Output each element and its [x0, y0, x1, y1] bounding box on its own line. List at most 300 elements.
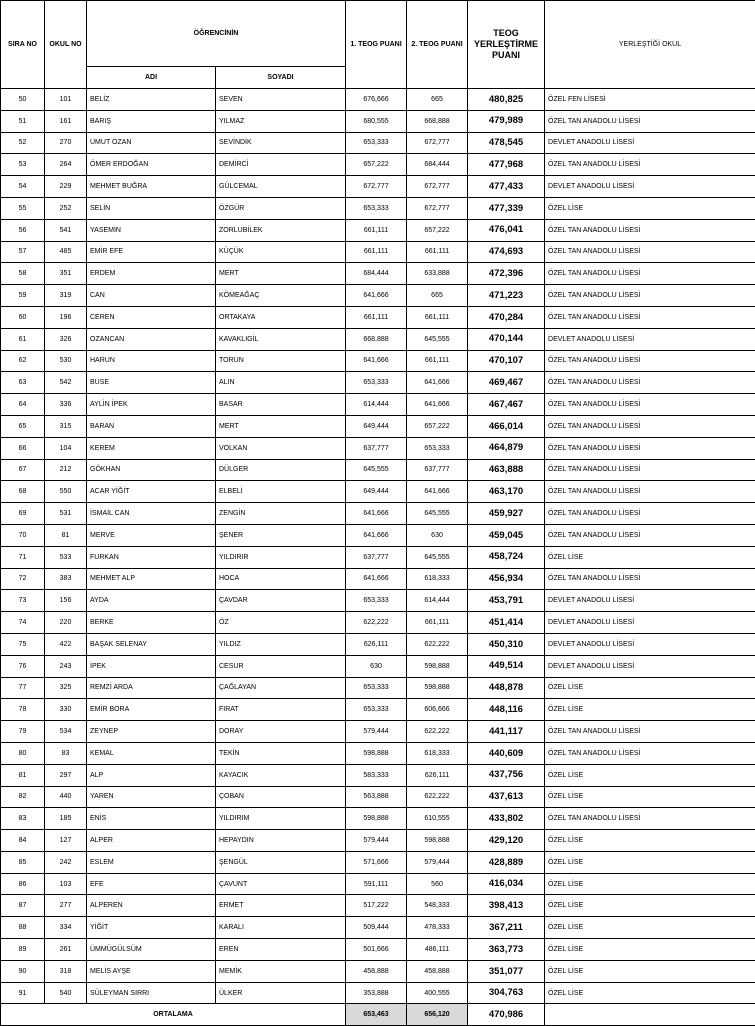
- cell-okul-no: 104: [45, 437, 87, 459]
- cell-soyadi: DEMİRCİ: [216, 154, 346, 176]
- cell-adi: SELİN: [87, 197, 216, 219]
- cell-yerlestigi-okul: ÖZEL LİSE: [545, 197, 755, 219]
- cell-puan: 458,724: [468, 546, 545, 568]
- cell-adi: FURKAN: [87, 546, 216, 568]
- table-row: [1, 655, 755, 677]
- cell-yerlestigi-okul: ÖZEL TAN ANADOLU LİSESİ: [545, 568, 755, 590]
- table-row: [1, 721, 755, 743]
- cell-puan: 367,211: [468, 917, 545, 939]
- cell-teog1: 630: [346, 655, 407, 677]
- cell-puan: 441,117: [468, 721, 545, 743]
- cell-puan: 451,414: [468, 612, 545, 634]
- cell-yerlestigi-okul: ÖZEL TAN ANADOLU LİSESİ: [545, 437, 755, 459]
- cell-yerlestigi-okul: ÖZEL TAN ANADOLU LİSESİ: [545, 285, 755, 307]
- cell-sira-no: 55: [1, 197, 45, 219]
- cell-puan: 464,879: [468, 437, 545, 459]
- table-row: [1, 590, 755, 612]
- table-row: [1, 263, 755, 285]
- cell-teog1: 661,111: [346, 241, 407, 263]
- cell-okul-no: 264: [45, 154, 87, 176]
- cell-teog2: 618,333: [407, 742, 468, 764]
- table-row: [1, 699, 755, 721]
- cell-sira-no: 76: [1, 655, 45, 677]
- cell-teog2: 622,222: [407, 721, 468, 743]
- table-row: [1, 306, 755, 328]
- cell-teog1: 641,666: [346, 503, 407, 525]
- cell-adi: SÜLEYMAN SIRRI: [87, 982, 216, 1004]
- cell-yerlestigi-okul: DEVLET ANADOLU LİSESİ: [545, 132, 755, 154]
- cell-puan: 363,773: [468, 939, 545, 961]
- cell-yerlestigi-okul: ÖZEL TAN ANADOLU LİSESİ: [545, 524, 755, 546]
- table-row: [1, 350, 755, 372]
- cell-puan: 416,034: [468, 873, 545, 895]
- cell-soyadi: HOCA: [216, 568, 346, 590]
- cell-yerlestigi-okul: ÖZEL TAN ANADOLU LİSESİ: [545, 459, 755, 481]
- cell-teog1: 653,333: [346, 132, 407, 154]
- cell-teog1: 649,444: [346, 481, 407, 503]
- header-adi: ADI: [87, 67, 216, 89]
- table-row: [1, 437, 755, 459]
- cell-soyadi: KARALI: [216, 917, 346, 939]
- cell-sira-no: 58: [1, 263, 45, 285]
- cell-teog1: 672,777: [346, 176, 407, 198]
- cell-puan: 449,514: [468, 655, 545, 677]
- cell-soyadi: TORUN: [216, 350, 346, 372]
- header-ogrencinin: ÖĞRENCİNİN: [87, 1, 346, 67]
- cell-soyadi: SEVİNDİK: [216, 132, 346, 154]
- cell-teog2: 661,111: [407, 612, 468, 634]
- cell-okul-no: 212: [45, 459, 87, 481]
- cell-teog2: 598,888: [407, 830, 468, 852]
- cell-puan: 429,120: [468, 830, 545, 852]
- cell-sira-no: 57: [1, 241, 45, 263]
- cell-soyadi: YILMAZ: [216, 110, 346, 132]
- cell-puan: 477,339: [468, 197, 545, 219]
- cell-soyadi: ELBELİ: [216, 481, 346, 503]
- cell-adi: AYDA: [87, 590, 216, 612]
- cell-okul-no: 261: [45, 939, 87, 961]
- cell-okul-no: 242: [45, 851, 87, 873]
- cell-teog1: 653,333: [346, 372, 407, 394]
- cell-adi: ALP: [87, 764, 216, 786]
- cell-sira-no: 50: [1, 89, 45, 111]
- cell-teog1: 684,444: [346, 263, 407, 285]
- cell-puan: 463,170: [468, 481, 545, 503]
- cell-teog2: 633,888: [407, 263, 468, 285]
- cell-sira-no: 78: [1, 699, 45, 721]
- cell-adi: KEMAL: [87, 742, 216, 764]
- table-row: [1, 917, 755, 939]
- table-row: [1, 524, 755, 546]
- cell-okul-no: 185: [45, 808, 87, 830]
- table-row: [1, 481, 755, 503]
- cell-adi: ALPEREN: [87, 895, 216, 917]
- cell-adi: BERKE: [87, 612, 216, 634]
- cell-yerlestigi-okul: ÖZEL LİSE: [545, 982, 755, 1004]
- cell-adi: CAN: [87, 285, 216, 307]
- cell-okul-no: 83: [45, 742, 87, 764]
- header-teog1: 1. TEOG PUANI: [346, 1, 407, 89]
- cell-adi: ESLEM: [87, 851, 216, 873]
- cell-yerlestigi-okul: ÖZEL LİSE: [545, 917, 755, 939]
- cell-yerlestigi-okul: ÖZEL TAN ANADOLU LİSESİ: [545, 415, 755, 437]
- cell-sira-no: 72: [1, 568, 45, 590]
- cell-puan: 470,107: [468, 350, 545, 372]
- cell-puan: 466,014: [468, 415, 545, 437]
- cell-adi: ZEYNEP: [87, 721, 216, 743]
- cell-teog1: 668,888: [346, 328, 407, 350]
- footer-teog1-avg: 653,463: [346, 1004, 407, 1026]
- table-row: [1, 89, 755, 111]
- cell-teog1: 676,666: [346, 89, 407, 111]
- cell-okul-no: 318: [45, 960, 87, 982]
- cell-yerlestigi-okul: ÖZEL LİSE: [545, 939, 755, 961]
- cell-adi: BAŞAK SELENAY: [87, 633, 216, 655]
- cell-sira-no: 62: [1, 350, 45, 372]
- cell-sira-no: 89: [1, 939, 45, 961]
- cell-adi: BUSE: [87, 372, 216, 394]
- cell-soyadi: ÜLKER: [216, 982, 346, 1004]
- cell-puan: 459,045: [468, 524, 545, 546]
- cell-soyadi: GÜLCEMAL: [216, 176, 346, 198]
- cell-sira-no: 79: [1, 721, 45, 743]
- cell-okul-no: 315: [45, 415, 87, 437]
- cell-puan: 470,284: [468, 306, 545, 328]
- cell-teog1: 637,777: [346, 546, 407, 568]
- table-row: [1, 982, 755, 1004]
- cell-teog1: 641,666: [346, 350, 407, 372]
- table-row: [1, 154, 755, 176]
- cell-teog1: 653,333: [346, 677, 407, 699]
- cell-puan: 437,756: [468, 764, 545, 786]
- table-row: [1, 808, 755, 830]
- cell-sira-no: 64: [1, 394, 45, 416]
- table-row: [1, 895, 755, 917]
- cell-okul-no: 270: [45, 132, 87, 154]
- cell-teog1: 598,888: [346, 808, 407, 830]
- cell-adi: KEREM: [87, 437, 216, 459]
- cell-puan: 470,144: [468, 328, 545, 350]
- cell-soyadi: FIRAT: [216, 699, 346, 721]
- cell-soyadi: ÇOBAN: [216, 786, 346, 808]
- cell-teog2: 598,888: [407, 655, 468, 677]
- cell-sira-no: 88: [1, 917, 45, 939]
- cell-okul-no: 485: [45, 241, 87, 263]
- cell-adi: MEHMET BUĞRA: [87, 176, 216, 198]
- cell-teog1: 637,777: [346, 437, 407, 459]
- cell-adi: MELİS AYŞE: [87, 960, 216, 982]
- cell-sira-no: 84: [1, 830, 45, 852]
- cell-okul-no: 319: [45, 285, 87, 307]
- cell-okul-no: 530: [45, 350, 87, 372]
- cell-sira-no: 61: [1, 328, 45, 350]
- cell-adi: ACAR YİĞİT: [87, 481, 216, 503]
- cell-teog2: 665: [407, 285, 468, 307]
- cell-soyadi: CESUR: [216, 655, 346, 677]
- cell-teog2: 665: [407, 89, 468, 111]
- cell-puan: 459,927: [468, 503, 545, 525]
- cell-adi: YİĞİT: [87, 917, 216, 939]
- cell-yerlestigi-okul: ÖZEL LİSE: [545, 764, 755, 786]
- table-body: [1, 89, 755, 1004]
- cell-puan: 480,825: [468, 89, 545, 111]
- cell-okul-no: 252: [45, 197, 87, 219]
- cell-yerlestigi-okul: ÖZEL TAN ANADOLU LİSESİ: [545, 808, 755, 830]
- cell-teog2: 622,222: [407, 633, 468, 655]
- cell-sira-no: 60: [1, 306, 45, 328]
- cell-teog1: 653,333: [346, 197, 407, 219]
- cell-soyadi: DÜLGER: [216, 459, 346, 481]
- cell-yerlestigi-okul: ÖZEL TAN ANADOLU LİSESİ: [545, 219, 755, 241]
- cell-puan: 351,077: [468, 960, 545, 982]
- cell-soyadi: EREN: [216, 939, 346, 961]
- cell-teog2: 653,333: [407, 437, 468, 459]
- cell-sira-no: 80: [1, 742, 45, 764]
- cell-soyadi: ALIN: [216, 372, 346, 394]
- cell-teog2: 641,666: [407, 394, 468, 416]
- cell-yerlestigi-okul: ÖZEL LİSE: [545, 786, 755, 808]
- table-row: [1, 633, 755, 655]
- cell-teog2: 486,111: [407, 939, 468, 961]
- cell-yerlestigi-okul: ÖZEL LİSE: [545, 960, 755, 982]
- cell-sira-no: 54: [1, 176, 45, 198]
- cell-soyadi: HEPAYDIN: [216, 830, 346, 852]
- cell-soyadi: ÇAĞLAYAN: [216, 677, 346, 699]
- cell-okul-no: 540: [45, 982, 87, 1004]
- cell-teog1: 657,222: [346, 154, 407, 176]
- cell-puan: 463,888: [468, 459, 545, 481]
- cell-puan: 472,396: [468, 263, 545, 285]
- cell-soyadi: YILDIRIR: [216, 546, 346, 568]
- cell-teog2: 645,555: [407, 328, 468, 350]
- cell-yerlestigi-okul: DEVLET ANADOLU LİSESİ: [545, 655, 755, 677]
- cell-teog1: 598,888: [346, 742, 407, 764]
- cell-teog1: 579,444: [346, 721, 407, 743]
- cell-puan: 477,433: [468, 176, 545, 198]
- cell-yerlestigi-okul: ÖZEL TAN ANADOLU LİSESİ: [545, 263, 755, 285]
- cell-okul-no: 336: [45, 394, 87, 416]
- cell-yerlestigi-okul: DEVLET ANADOLU LİSESİ: [545, 328, 755, 350]
- table-row: [1, 830, 755, 852]
- cell-puan: 428,889: [468, 851, 545, 873]
- cell-teog1: 458,888: [346, 960, 407, 982]
- cell-okul-no: 533: [45, 546, 87, 568]
- cell-yerlestigi-okul: ÖZEL LİSE: [545, 851, 755, 873]
- cell-okul-no: 330: [45, 699, 87, 721]
- cell-teog2: 672,777: [407, 132, 468, 154]
- cell-okul-no: 534: [45, 721, 87, 743]
- cell-sira-no: 85: [1, 851, 45, 873]
- cell-teog2: 630: [407, 524, 468, 546]
- cell-yerlestigi-okul: DEVLET ANADOLU LİSESİ: [545, 176, 755, 198]
- cell-teog2: 478,333: [407, 917, 468, 939]
- table-row: [1, 394, 755, 416]
- cell-teog1: 626,111: [346, 633, 407, 655]
- cell-soyadi: MERT: [216, 415, 346, 437]
- cell-teog1: 591,111: [346, 873, 407, 895]
- header-yerlestigi-okul: YERLEŞTİĞİ OKUL: [545, 1, 755, 89]
- table-row: [1, 219, 755, 241]
- cell-soyadi: SEVEN: [216, 89, 346, 111]
- cell-teog1: 661,111: [346, 306, 407, 328]
- header-teog2: 2. TEOG PUANI: [407, 1, 468, 89]
- cell-adi: REMZİ ARDA: [87, 677, 216, 699]
- cell-puan: 471,223: [468, 285, 545, 307]
- cell-yerlestigi-okul: ÖZEL LİSE: [545, 677, 755, 699]
- cell-teog1: 563,888: [346, 786, 407, 808]
- table-row: [1, 786, 755, 808]
- cell-soyadi: ERMET: [216, 895, 346, 917]
- cell-okul-no: 196: [45, 306, 87, 328]
- cell-teog1: 583,333: [346, 764, 407, 786]
- cell-puan: 467,467: [468, 394, 545, 416]
- cell-sira-no: 51: [1, 110, 45, 132]
- cell-sira-no: 77: [1, 677, 45, 699]
- cell-yerlestigi-okul: ÖZEL TAN ANADOLU LİSESİ: [545, 306, 755, 328]
- table-row: [1, 132, 755, 154]
- cell-teog2: 579,444: [407, 851, 468, 873]
- table-row: [1, 285, 755, 307]
- table-row: [1, 546, 755, 568]
- cell-sira-no: 63: [1, 372, 45, 394]
- cell-yerlestigi-okul: DEVLET ANADOLU LİSESİ: [545, 590, 755, 612]
- table-row: [1, 415, 755, 437]
- cell-adi: ÜMMÜGÜLSÜM: [87, 939, 216, 961]
- cell-adi: EMİR EFE: [87, 241, 216, 263]
- cell-sira-no: 83: [1, 808, 45, 830]
- table-row: [1, 176, 755, 198]
- cell-puan: 476,041: [468, 219, 545, 241]
- cell-teog2: 400,555: [407, 982, 468, 1004]
- cell-puan: 453,791: [468, 590, 545, 612]
- cell-teog2: 637,777: [407, 459, 468, 481]
- cell-puan: 456,934: [468, 568, 545, 590]
- cell-sira-no: 82: [1, 786, 45, 808]
- cell-teog2: 610,555: [407, 808, 468, 830]
- table-row: [1, 241, 755, 263]
- cell-sira-no: 52: [1, 132, 45, 154]
- cell-adi: ENİS: [87, 808, 216, 830]
- cell-teog2: 684,444: [407, 154, 468, 176]
- header-soyadi: SOYADI: [216, 67, 346, 89]
- cell-soyadi: KAYACIK: [216, 764, 346, 786]
- cell-okul-no: 127: [45, 830, 87, 852]
- table-row: [1, 372, 755, 394]
- header-teog-yerlestirme: TEOG YERLEŞTİRME PUANI: [468, 1, 545, 89]
- cell-teog1: 649,444: [346, 415, 407, 437]
- cell-puan: 448,116: [468, 699, 545, 721]
- cell-soyadi: ÇAVUNT: [216, 873, 346, 895]
- table-row: [1, 328, 755, 350]
- cell-sira-no: 71: [1, 546, 45, 568]
- cell-teog2: 672,777: [407, 176, 468, 198]
- cell-okul-no: 422: [45, 633, 87, 655]
- cell-teog2: 598,888: [407, 677, 468, 699]
- cell-okul-no: 550: [45, 481, 87, 503]
- header-sira-no: SIRA NO: [1, 1, 45, 89]
- cell-adi: AYLİN İPEK: [87, 394, 216, 416]
- cell-sira-no: 86: [1, 873, 45, 895]
- cell-okul-no: 81: [45, 524, 87, 546]
- table-row: [1, 764, 755, 786]
- cell-soyadi: MEMİK: [216, 960, 346, 982]
- cell-sira-no: 65: [1, 415, 45, 437]
- cell-soyadi: ŞENGÜL: [216, 851, 346, 873]
- cell-sira-no: 66: [1, 437, 45, 459]
- cell-puan: 448,878: [468, 677, 545, 699]
- cell-yerlestigi-okul: ÖZEL TAN ANADOLU LİSESİ: [545, 350, 755, 372]
- cell-adi: CEREN: [87, 306, 216, 328]
- cell-adi: İSMAİL CAN: [87, 503, 216, 525]
- cell-teog2: 614,444: [407, 590, 468, 612]
- cell-soyadi: ÇAVDAR: [216, 590, 346, 612]
- cell-teog1: 571,666: [346, 851, 407, 873]
- cell-teog1: 645,555: [346, 459, 407, 481]
- cell-yerlestigi-okul: DEVLET ANADOLU LİSESİ: [545, 633, 755, 655]
- cell-okul-no: 440: [45, 786, 87, 808]
- cell-puan: 474,693: [468, 241, 545, 263]
- cell-teog2: 645,555: [407, 546, 468, 568]
- cell-okul-no: 326: [45, 328, 87, 350]
- cell-adi: ALPER: [87, 830, 216, 852]
- cell-teog2: 560: [407, 873, 468, 895]
- cell-sira-no: 91: [1, 982, 45, 1004]
- cell-okul-no: 103: [45, 873, 87, 895]
- cell-teog2: 657,222: [407, 415, 468, 437]
- cell-sira-no: 70: [1, 524, 45, 546]
- cell-teog1: 641,666: [346, 524, 407, 546]
- cell-soyadi: KÜÇÜK: [216, 241, 346, 263]
- cell-yerlestigi-okul: ÖZEL TAN ANADOLU LİSESİ: [545, 241, 755, 263]
- table-row: [1, 960, 755, 982]
- cell-yerlestigi-okul: ÖZEL TAN ANADOLU LİSESİ: [545, 721, 755, 743]
- cell-teog2: 618,333: [407, 568, 468, 590]
- cell-teog1: 641,666: [346, 568, 407, 590]
- cell-teog2: 668,888: [407, 110, 468, 132]
- cell-yerlestigi-okul: ÖZEL TAN ANADOLU LİSESİ: [545, 372, 755, 394]
- cell-teog1: 579,444: [346, 830, 407, 852]
- cell-okul-no: 531: [45, 503, 87, 525]
- cell-puan: 398,413: [468, 895, 545, 917]
- cell-yerlestigi-okul: ÖZEL LİSE: [545, 699, 755, 721]
- cell-puan: 433,802: [468, 808, 545, 830]
- cell-yerlestigi-okul: ÖZEL TAN ANADOLU LİSESİ: [545, 481, 755, 503]
- cell-soyadi: ÖZ: [216, 612, 346, 634]
- cell-adi: MERVE: [87, 524, 216, 546]
- table-row: [1, 612, 755, 634]
- cell-adi: HARUN: [87, 350, 216, 372]
- cell-sira-no: 53: [1, 154, 45, 176]
- cell-soyadi: KAVAKLIGİL: [216, 328, 346, 350]
- table-row: [1, 742, 755, 764]
- cell-adi: EFE: [87, 873, 216, 895]
- cell-soyadi: KÖMEAĞAÇ: [216, 285, 346, 307]
- cell-teog2: 645,555: [407, 503, 468, 525]
- cell-adi: YASEMİN: [87, 219, 216, 241]
- cell-teog2: 622,222: [407, 786, 468, 808]
- cell-teog2: 548,333: [407, 895, 468, 917]
- cell-puan: 304,763: [468, 982, 545, 1004]
- cell-teog1: 680,555: [346, 110, 407, 132]
- cell-sira-no: 81: [1, 764, 45, 786]
- cell-yerlestigi-okul: ÖZEL TAN ANADOLU LİSESİ: [545, 394, 755, 416]
- table-row: [1, 110, 755, 132]
- cell-okul-no: 277: [45, 895, 87, 917]
- cell-adi: MEHMET ALP: [87, 568, 216, 590]
- table-row: [1, 873, 755, 895]
- table-row: [1, 459, 755, 481]
- cell-okul-no: 220: [45, 612, 87, 634]
